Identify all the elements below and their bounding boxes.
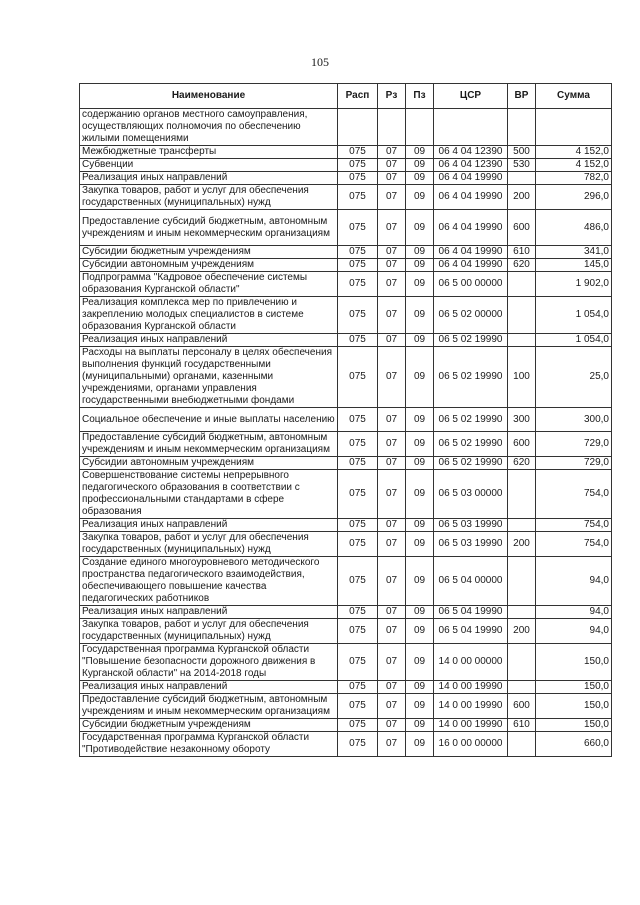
cell-rasp: 075	[338, 210, 378, 246]
cell-sum: 4 152,0	[536, 146, 612, 159]
cell-name: Субвенции	[80, 159, 338, 172]
cell-vr: 100	[508, 347, 536, 408]
cell-pz: 09	[406, 619, 434, 644]
cell-rz: 07	[378, 644, 406, 681]
table-row	[80, 457, 612, 470]
cell-vr	[508, 732, 536, 757]
cell-sum: 729,0	[536, 457, 612, 470]
cell-csr: 06 5 04 00000	[434, 557, 508, 606]
table-row	[80, 210, 612, 246]
cell-rasp: 075	[338, 644, 378, 681]
cell-rasp: 075	[338, 470, 378, 519]
cell-vr	[508, 681, 536, 694]
cell-rz: 07	[378, 532, 406, 557]
cell-rasp: 075	[338, 606, 378, 619]
table-row	[80, 159, 612, 172]
cell-name: Предоставление субсидий бюджетным, автономным учреждениям и иным некоммерческим организациям	[80, 694, 338, 719]
cell-rz: 07	[378, 347, 406, 408]
cell-name: Создание единого многоуровневого методического пространства педагогического взаимодействия, обеспечивающего повышение качества педагогических работников	[80, 557, 338, 606]
cell-name: Субсидии автономным учреждениям	[80, 259, 338, 272]
table-row	[80, 347, 612, 408]
table-row	[80, 109, 612, 146]
cell-rasp: 075	[338, 159, 378, 172]
cell-csr: 14 0 00 00000	[434, 644, 508, 681]
cell-csr: 06 5 04 19990	[434, 606, 508, 619]
header-pz: Пз	[406, 84, 434, 109]
cell-sum: 4 152,0	[536, 159, 612, 172]
cell-name: Реализация иных направлений	[80, 681, 338, 694]
cell-csr: 06 5 02 19990	[434, 432, 508, 457]
cell-rasp: 075	[338, 519, 378, 532]
cell-vr: 600	[508, 210, 536, 246]
table-row	[80, 334, 612, 347]
cell-sum: 94,0	[536, 606, 612, 619]
cell-rz: 07	[378, 408, 406, 432]
cell-rasp: 075	[338, 259, 378, 272]
cell-name: Подпрограмма "Кадровое обеспечение системы образования Курганской области"	[80, 272, 338, 297]
table-row	[80, 557, 612, 606]
cell-name: Закупка товаров, работ и услуг для обеспечения государственных (муниципальных) нужд	[80, 185, 338, 210]
cell-vr	[508, 606, 536, 619]
cell-sum: 150,0	[536, 694, 612, 719]
cell-vr	[508, 470, 536, 519]
cell-rz: 07	[378, 246, 406, 259]
cell-rz: 07	[378, 732, 406, 757]
cell-csr: 06 5 02 19990	[434, 347, 508, 408]
cell-sum: 150,0	[536, 681, 612, 694]
cell-sum: 486,0	[536, 210, 612, 246]
cell-pz: 09	[406, 334, 434, 347]
cell-vr: 600	[508, 694, 536, 719]
cell-sum: 145,0	[536, 259, 612, 272]
cell-pz: 09	[406, 532, 434, 557]
cell-rz: 07	[378, 606, 406, 619]
cell-name: Государственная программа Курганской области "Противодействие незаконному обороту	[80, 732, 338, 757]
cell-pz: 09	[406, 159, 434, 172]
table-row	[80, 532, 612, 557]
cell-csr: 06 5 02 19990	[434, 408, 508, 432]
cell-pz: 09	[406, 557, 434, 606]
cell-rasp: 075	[338, 619, 378, 644]
cell-rasp: 075	[338, 347, 378, 408]
cell-pz: 09	[406, 172, 434, 185]
cell-name: Закупка товаров, работ и услуг для обеспечения государственных (муниципальных) нужд	[80, 619, 338, 644]
cell-sum: 296,0	[536, 185, 612, 210]
cell-csr: 06 5 03 19990	[434, 532, 508, 557]
cell-csr: 06 5 00 00000	[434, 272, 508, 297]
cell-vr: 610	[508, 719, 536, 732]
table-row	[80, 606, 612, 619]
cell-vr	[508, 272, 536, 297]
cell-sum: 782,0	[536, 172, 612, 185]
cell-name: Межбюджетные трансферты	[80, 146, 338, 159]
cell-pz: 09	[406, 681, 434, 694]
cell-sum: 150,0	[536, 719, 612, 732]
cell-rz: 07	[378, 432, 406, 457]
cell-name: Реализация иных направлений	[80, 334, 338, 347]
table-row	[80, 272, 612, 297]
cell-rz: 07	[378, 694, 406, 719]
table-row	[80, 732, 612, 757]
cell-pz: 09	[406, 519, 434, 532]
cell-vr: 200	[508, 185, 536, 210]
cell-rz	[378, 109, 406, 146]
table-row	[80, 297, 612, 334]
table-header-row	[80, 84, 612, 109]
table-row	[80, 470, 612, 519]
cell-csr: 14 0 00 19990	[434, 681, 508, 694]
cell-rz: 07	[378, 297, 406, 334]
cell-sum: 300,0	[536, 408, 612, 432]
cell-sum: 660,0	[536, 732, 612, 757]
cell-sum: 754,0	[536, 519, 612, 532]
cell-sum: 1 902,0	[536, 272, 612, 297]
cell-sum: 754,0	[536, 470, 612, 519]
cell-pz: 09	[406, 432, 434, 457]
cell-pz: 09	[406, 185, 434, 210]
cell-rasp: 075	[338, 719, 378, 732]
cell-name: Субсидии бюджетным учреждениям	[80, 246, 338, 259]
header-vr: ВР	[508, 84, 536, 109]
cell-name: Совершенствование системы непрерывного педагогического образования в соответствии с профессиональными стандартами в сфере образования	[80, 470, 338, 519]
cell-vr: 200	[508, 619, 536, 644]
cell-csr: 06 4 04 12390	[434, 146, 508, 159]
header-rz: Рз	[378, 84, 406, 109]
cell-csr: 06 4 04 12390	[434, 159, 508, 172]
header-rasp: Расп	[338, 84, 378, 109]
cell-vr	[508, 557, 536, 606]
cell-pz: 09	[406, 272, 434, 297]
cell-pz: 09	[406, 210, 434, 246]
cell-csr: 16 0 00 00000	[434, 732, 508, 757]
table-row	[80, 519, 612, 532]
cell-rasp: 075	[338, 334, 378, 347]
cell-csr: 14 0 00 19990	[434, 719, 508, 732]
cell-rz: 07	[378, 159, 406, 172]
header-csr: ЦСР	[434, 84, 508, 109]
cell-pz: 09	[406, 457, 434, 470]
cell-csr: 06 5 03 19990	[434, 519, 508, 532]
cell-pz: 09	[406, 408, 434, 432]
cell-name: Предоставление субсидий бюджетным, автономным учреждениям и иным некоммерческим организациям	[80, 432, 338, 457]
cell-pz: 09	[406, 347, 434, 408]
cell-sum: 341,0	[536, 246, 612, 259]
cell-rasp: 075	[338, 432, 378, 457]
cell-vr	[508, 172, 536, 185]
cell-rz: 07	[378, 681, 406, 694]
cell-csr: 06 5 02 19990	[434, 334, 508, 347]
cell-rz: 07	[378, 185, 406, 210]
cell-rasp: 075	[338, 457, 378, 470]
table-row	[80, 259, 612, 272]
cell-csr: 06 5 04 19990	[434, 619, 508, 644]
table-row	[80, 172, 612, 185]
cell-pz	[406, 109, 434, 146]
cell-csr: 06 5 02 00000	[434, 297, 508, 334]
cell-name: Реализация комплекса мер по привлечению и закреплению молодых специалистов в системе образования Курганской области	[80, 297, 338, 334]
cell-rasp: 075	[338, 694, 378, 719]
cell-pz: 09	[406, 644, 434, 681]
cell-rz: 07	[378, 457, 406, 470]
cell-sum: 25,0	[536, 347, 612, 408]
cell-name: Субсидии автономным учреждениям	[80, 457, 338, 470]
cell-rz: 07	[378, 470, 406, 519]
cell-vr: 620	[508, 259, 536, 272]
table-row	[80, 146, 612, 159]
page-number: 105	[311, 55, 329, 69]
cell-csr: 06 4 04 19990	[434, 246, 508, 259]
cell-csr: 06 4 04 19990	[434, 210, 508, 246]
table-row	[80, 719, 612, 732]
cell-vr	[508, 334, 536, 347]
cell-sum: 94,0	[536, 619, 612, 644]
table-row	[80, 694, 612, 719]
header-sum: Сумма	[536, 84, 612, 109]
cell-pz: 09	[406, 606, 434, 619]
cell-pz: 09	[406, 297, 434, 334]
cell-vr: 500	[508, 146, 536, 159]
cell-sum: 754,0	[536, 532, 612, 557]
cell-rz: 07	[378, 272, 406, 297]
cell-sum: 1 054,0	[536, 334, 612, 347]
table-row	[80, 432, 612, 457]
cell-sum: 1 054,0	[536, 297, 612, 334]
cell-name: Реализация иных направлений	[80, 519, 338, 532]
cell-rasp: 075	[338, 185, 378, 210]
cell-rasp: 075	[338, 557, 378, 606]
cell-rasp: 075	[338, 172, 378, 185]
cell-csr: 06 5 03 00000	[434, 470, 508, 519]
cell-rz: 07	[378, 619, 406, 644]
cell-rz: 07	[378, 719, 406, 732]
cell-rz: 07	[378, 557, 406, 606]
cell-csr	[434, 109, 508, 146]
cell-rz: 07	[378, 334, 406, 347]
table-row	[80, 185, 612, 210]
cell-rz: 07	[378, 259, 406, 272]
cell-name: Реализация иных направлений	[80, 606, 338, 619]
cell-csr: 06 4 04 19990	[434, 185, 508, 210]
cell-rasp	[338, 109, 378, 146]
cell-sum: 150,0	[536, 644, 612, 681]
cell-rasp: 075	[338, 272, 378, 297]
cell-rasp: 075	[338, 408, 378, 432]
cell-vr: 610	[508, 246, 536, 259]
cell-vr	[508, 109, 536, 146]
cell-sum: 94,0	[536, 557, 612, 606]
cell-pz: 09	[406, 146, 434, 159]
cell-name: Реализация иных направлений	[80, 172, 338, 185]
cell-vr	[508, 644, 536, 681]
cell-rz: 07	[378, 519, 406, 532]
cell-name: Государственная программа Курганской области "Повышение безопасности дорожного движения в Курганской области" на 2014-2018 годы	[80, 644, 338, 681]
table-row	[80, 681, 612, 694]
table-body	[80, 109, 612, 757]
table-row	[80, 408, 612, 432]
cell-name: Предоставление субсидий бюджетным, автономным учреждениям и иным некоммерческим организациям	[80, 210, 338, 246]
cell-rasp: 075	[338, 532, 378, 557]
cell-pz: 09	[406, 694, 434, 719]
cell-pz: 09	[406, 719, 434, 732]
cell-vr	[508, 519, 536, 532]
cell-vr	[508, 297, 536, 334]
cell-rasp: 075	[338, 146, 378, 159]
cell-name: Закупка товаров, работ и услуг для обеспечения государственных (муниципальных) нужд	[80, 532, 338, 557]
cell-vr: 620	[508, 457, 536, 470]
cell-name: содержанию органов местного самоуправления, осуществляющих полномочия по обеспечению жилыми помещениями	[80, 109, 338, 146]
cell-sum: 729,0	[536, 432, 612, 457]
table-row	[80, 619, 612, 644]
cell-vr: 200	[508, 532, 536, 557]
cell-rasp: 075	[338, 246, 378, 259]
cell-name: Субсидии бюджетным учреждениям	[80, 719, 338, 732]
cell-rasp: 075	[338, 297, 378, 334]
cell-pz: 09	[406, 259, 434, 272]
cell-rz: 07	[378, 172, 406, 185]
cell-pz: 09	[406, 246, 434, 259]
cell-rasp: 075	[338, 732, 378, 757]
cell-rz: 07	[378, 210, 406, 246]
cell-csr: 14 0 00 19990	[434, 694, 508, 719]
cell-vr: 300	[508, 408, 536, 432]
cell-pz: 09	[406, 470, 434, 519]
header-name: Наименование	[80, 84, 338, 109]
cell-vr: 530	[508, 159, 536, 172]
table-row	[80, 644, 612, 681]
cell-name: Расходы на выплаты персоналу в целях обеспечения выполнения функций государственными (муниципальными) органами, казенными учреждениями, органами управления государственными внебюджетными фондами	[80, 347, 338, 408]
cell-pz: 09	[406, 732, 434, 757]
budget-table	[79, 83, 612, 757]
cell-csr: 06 5 02 19990	[434, 457, 508, 470]
cell-csr: 06 4 04 19990	[434, 259, 508, 272]
table-row	[80, 246, 612, 259]
cell-csr: 06 4 04 19990	[434, 172, 508, 185]
cell-rasp: 075	[338, 681, 378, 694]
cell-sum	[536, 109, 612, 146]
cell-name: Социальное обеспечение и иные выплаты населению	[80, 408, 338, 432]
cell-rz: 07	[378, 146, 406, 159]
cell-vr: 600	[508, 432, 536, 457]
